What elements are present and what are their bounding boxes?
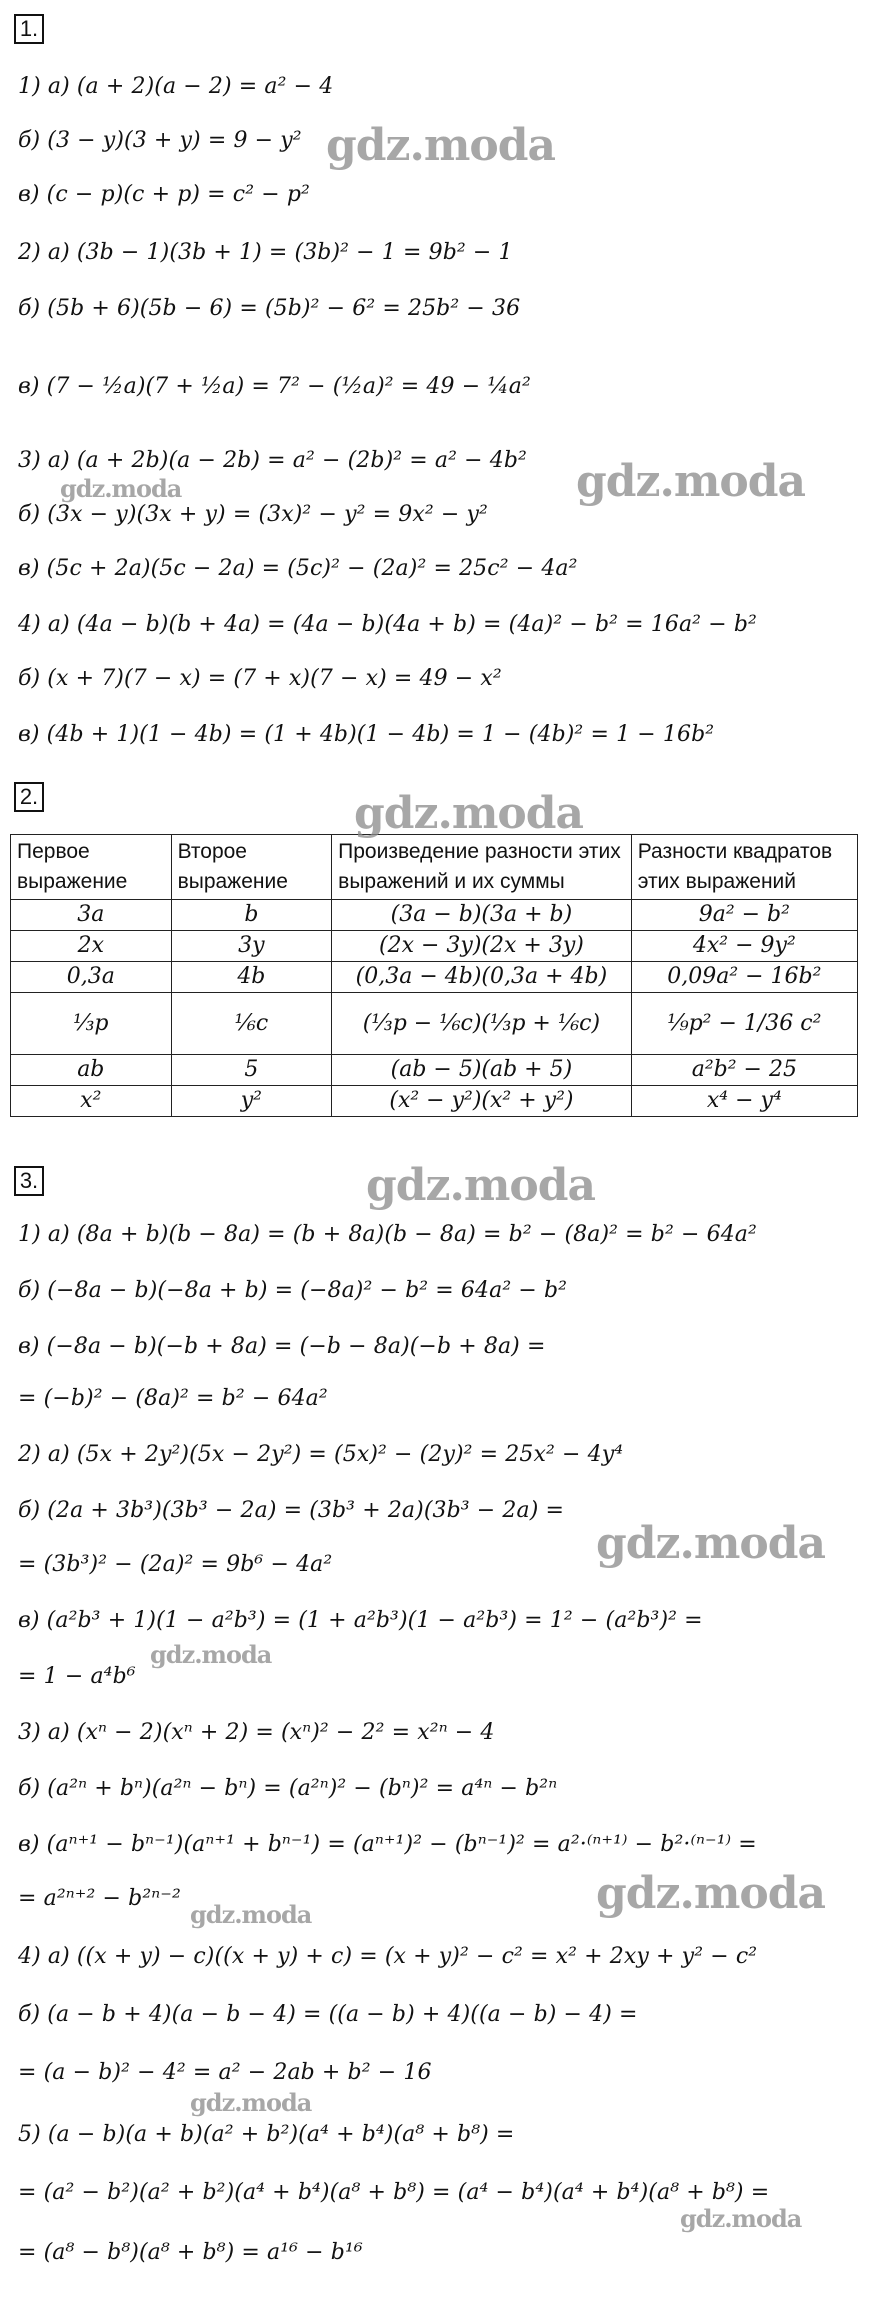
table-cell: (x² − y²)(x² + y²) [332,1086,632,1117]
table-cell: (⅓p − ⅙c)(⅓p + ⅙c) [332,993,632,1055]
equation-line: = a²ⁿ⁺² − b²ⁿ⁻² [18,1886,181,1911]
table-cell: ⅙c [171,993,332,1055]
equation-line: = (−b)² − (8a)² = b² − 64a² [18,1386,328,1411]
table-cell: x² [11,1086,172,1117]
equation-line: 4) а) ((x + y) − c)((x + y) + c) = (x + y)² − c² = x² + 2xy + y² − c² [18,1944,758,1969]
equation-line: в) (c − p)(c + p) = c² − p² [18,182,310,207]
watermark-logo: gdz.moda [190,1900,312,1929]
table-cell: 5 [171,1055,332,1086]
products-table [10,834,858,1117]
equation-line: 4) а) (4a − b)(b + 4a) = (4a − b)(4a + b) = (4a)² − b² = 16a² − b² [18,612,757,637]
equation-line: в) (aⁿ⁺¹ − bⁿ⁻¹)(aⁿ⁺¹ + bⁿ⁻¹) = (aⁿ⁺¹)² − (bⁿ⁻¹)² = a²·⁽ⁿ⁺¹⁾ − b²·⁽ⁿ⁻¹⁾ = [18,1832,757,1857]
table-cell: b [171,900,332,931]
equation-line: 3) а) (a + 2b)(a − 2b) = a² − (2b)² = a² − 4b² [18,448,527,473]
table-row [11,931,858,962]
equation-line: б) (5b + 6)(5b − 6) = (5b)² − 6² = 25b² − 36 [18,296,521,321]
watermark-logo: gdz.moda [190,2088,312,2117]
table-row [11,993,858,1055]
equation-line: б) (3 − y)(3 + y) = 9 − y² [18,128,302,153]
watermark-logo: gdz.moda [680,2204,802,2233]
table-cell: (ab − 5)(ab + 5) [332,1055,632,1086]
table-cell: ab [11,1055,172,1086]
equation-line: 2) а) (5x + 2y²)(5x − 2y²) = (5x)² − (2y)² = 25x² − 4y⁴ [18,1442,624,1467]
section-number-1: 1. [14,14,44,44]
equation-line: в) (−8a − b)(−b + 8a) = (−b − 8a)(−b + 8a) = [18,1334,546,1359]
column-header: Произведение разности этих выражений и их суммы [332,835,632,900]
watermark-logo: gdz.moda [354,788,584,839]
watermark-logo: gdz.moda [326,120,556,171]
table-cell: 4b [171,962,332,993]
section-number-2: 2. [14,782,44,812]
equation-line: = (3b³)² − (2a)² = 9b⁶ − 4a² [18,1552,333,1577]
equation-line: б) (3x − y)(3x + y) = (3x)² − y² = 9x² − y² [18,502,488,527]
equation-line: в) (7 − ½a)(7 + ½a) = 7² − (½a)² = 49 − ¼a² [18,374,531,399]
watermark-logo: gdz.moda [60,474,182,503]
table-cell: (0,3a − 4b)(0,3a + 4b) [332,962,632,993]
watermark-logo: gdz.moda [366,1160,596,1211]
column-header: Второе выражение [171,835,332,900]
equation-line: 3) а) (xⁿ − 2)(xⁿ + 2) = (xⁿ)² − 2² = x²ⁿ − 4 [18,1720,495,1745]
equation-line: = 1 − a⁴b⁶ [18,1664,136,1689]
table-header-row [11,835,858,900]
equation-line: в) (a²b³ + 1)(1 − a²b³) = (1 + a²b³)(1 − a²b³) = 1² − (a²b³)² = [18,1608,703,1633]
watermark-logo: gdz.moda [576,456,806,507]
table-cell: 4x² − 9y² [631,931,857,962]
table-cell: 3a [11,900,172,931]
equation-line: б) (x + 7)(7 − x) = (7 + x)(7 − x) = 49 − x² [18,666,502,691]
table-cell: 0,3a [11,962,172,993]
equation-line: = (a − b)² − 4² = a² − 2ab + b² − 16 [18,2060,432,2085]
equation-line: в) (5c + 2a)(5c − 2a) = (5c)² − (2a)² = 25c² − 4a² [18,556,578,581]
equation-line: 1) а) (a + 2)(a − 2) = a² − 4 [18,74,334,99]
equation-line: = (a² − b²)(a² + b²)(a⁴ + b⁴)(a⁸ + b⁸) = (a⁴ − b⁴)(a⁴ + b⁴)(a⁸ + b⁸) = [18,2180,770,2205]
table-cell: (2x − 3y)(2x + 3y) [332,931,632,962]
equation-line: = (a⁸ − b⁸)(a⁸ + b⁸) = a¹⁶ − b¹⁶ [18,2240,363,2265]
table-cell: 3y [171,931,332,962]
table-cell: 2x [11,931,172,962]
table-cell: ⅑p² − 1/36 c² [631,993,857,1055]
watermark-logo: gdz.moda [150,1640,272,1669]
column-header: Первое выражение [11,835,172,900]
watermark-logo: gdz.moda [596,1868,826,1919]
equation-line: б) (2a + 3b³)(3b³ − 2a) = (3b³ + 2a)(3b³ − 2a) = [18,1498,565,1523]
table-row [11,900,858,931]
table-cell: 0,09a² − 16b² [631,962,857,993]
equation-line: 5) (a − b)(a + b)(a² + b²)(a⁴ + b⁴)(a⁸ + b⁸) = [18,2122,515,2147]
equation-line: в) (4b + 1)(1 − 4b) = (1 + 4b)(1 − 4b) = 1 − (4b)² = 1 − 16b² [18,722,715,747]
equation-line: б) (a − b + 4)(a − b − 4) = ((a − b) + 4)((a − b) − 4) = [18,2002,638,2027]
table-row [11,962,858,993]
table-cell: a²b² − 25 [631,1055,857,1086]
column-header: Разности квадратов этих выражений [631,835,857,900]
table-cell: (3a − b)(3a + b) [332,900,632,931]
table-cell: x⁴ − y⁴ [631,1086,857,1117]
equation-line: б) (a²ⁿ + bⁿ)(a²ⁿ − bⁿ) = (a²ⁿ)² − (bⁿ)² = a⁴ⁿ − b²ⁿ [18,1776,558,1801]
equation-line: 1) а) (8a + b)(b − 8a) = (b + 8a)(b − 8a) = b² − (8a)² = b² − 64a² [18,1222,757,1247]
table-cell: ⅓p [11,993,172,1055]
equation-line: б) (−8a − b)(−8a + b) = (−8a)² − b² = 64a² − b² [18,1278,568,1303]
watermark-logo: gdz.moda [596,1518,826,1569]
table-cell: y² [171,1086,332,1117]
section-number-3: 3. [14,1166,44,1196]
equation-line: 2) а) (3b − 1)(3b + 1) = (3b)² − 1 = 9b² − 1 [18,240,513,265]
table-row [11,1086,858,1117]
table-row [11,1055,858,1086]
table-cell: 9a² − b² [631,900,857,931]
